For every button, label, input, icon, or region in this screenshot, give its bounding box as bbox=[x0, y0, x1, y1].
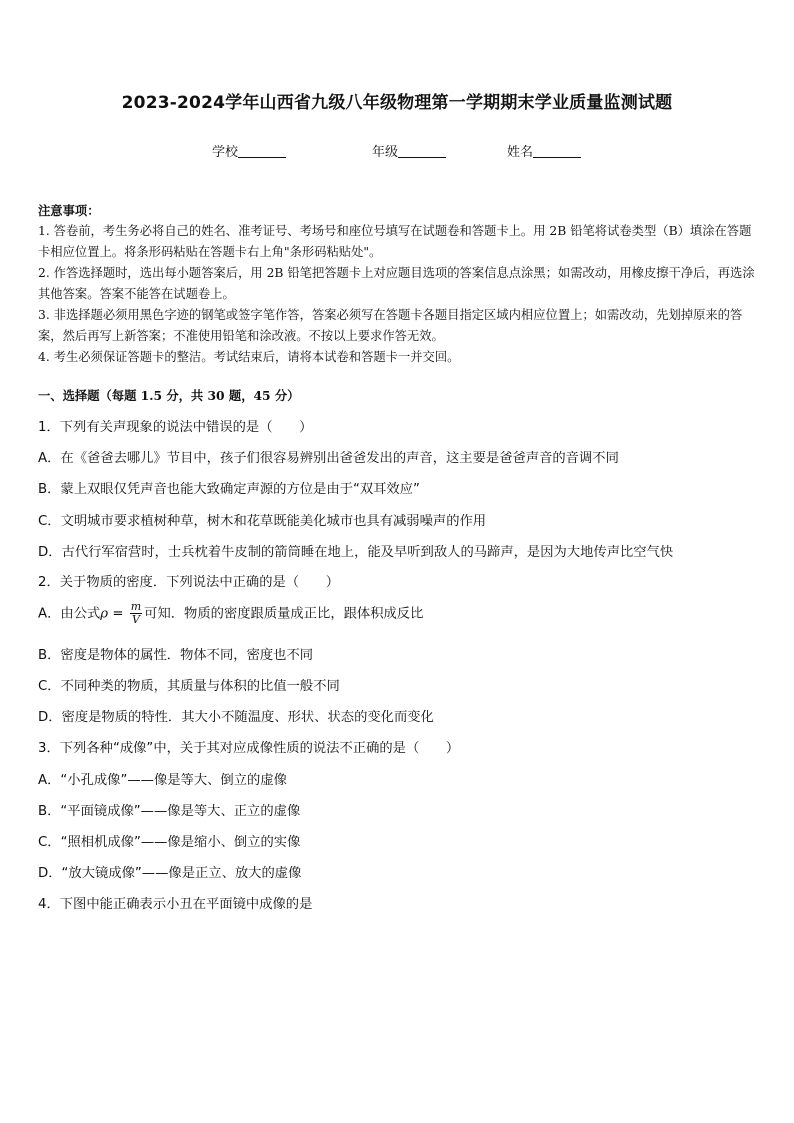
q1-option-d: D．古代行军宿营时，士兵枕着牛皮制的箭筒睡在地上，能及早听到敌人的马蹄声，是因为大地传声比空气快 bbox=[38, 545, 674, 560]
notes-block bbox=[38, 200, 758, 368]
q2-option-a bbox=[38, 601, 423, 626]
q4-stem: 4．下图中能正确表示小丑在平面镜中成像的是 bbox=[38, 897, 313, 912]
school-field bbox=[212, 141, 286, 160]
page-title: 2023-2024学年山西省九级八年级物理第一学期期末学业质量监测试题 bbox=[121, 93, 673, 113]
section-title: 一、选择题（每题 1.5 分，共 30 题，45 分） bbox=[38, 388, 300, 403]
name-blank bbox=[533, 145, 581, 158]
fraction-numerator: m bbox=[130, 600, 142, 613]
q1-option-c: C．文明城市要求植树种草，树木和花草既能美化城市也具有减弱噪声的作用 bbox=[38, 514, 487, 529]
density-symbol: ρ bbox=[100, 606, 109, 622]
q2-a-prefix: A．由公式 bbox=[38, 606, 101, 622]
notes-heading: 注意事项： bbox=[38, 203, 100, 218]
name-field bbox=[507, 141, 581, 160]
note-item-2: 2. 作答选择题时，选出每小题答案后，用 2B 铅笔把答题卡上对应题目选项的答案信息点涂黑；如需改动，用橡皮擦干净后，再选涂其他答案。答案不能答在试题卷上。 bbox=[38, 266, 755, 301]
q3-option-d: D．“放大镜成像”——像是正立、放大的虚像 bbox=[38, 866, 302, 881]
q2-stem: 2．关于物质的密度．下列说法中正确的是（ ） bbox=[38, 575, 339, 590]
grade-field bbox=[372, 141, 446, 160]
q2-option-c: C．不同种类的物质，其质量与体积的比值一般不同 bbox=[38, 679, 340, 694]
q2-option-b: B．密度是物体的属性．物体不同，密度也不同 bbox=[38, 648, 314, 663]
fraction-denominator: V bbox=[131, 613, 140, 626]
q3-stem: 3．下列各种“成像”中，关于其对应成像性质的说法不正确的是（ ） bbox=[38, 741, 460, 756]
grade-blank bbox=[398, 145, 446, 158]
density-formula-fraction bbox=[130, 601, 142, 626]
q2-a-suffix: 可知．物质的密度跟质量成正比，跟体积成反比 bbox=[144, 606, 424, 622]
note-item-1: 1. 答卷前，考生务必将自己的姓名、准考证号、考场号和座位号填写在试题卷和答题卡上。用 2B 铅笔将试卷类型（B）填涂在答题卡相应位置上。将条形码粘贴在答题卡右上角"条形码粘贴处"。 bbox=[38, 224, 752, 259]
q3-option-c: C．“照相机成像”——像是缩小、倒立的实像 bbox=[38, 835, 301, 850]
q1-option-b: B．蒙上双眼仅凭声音也能大致确定声源的方位是由于“双耳效应” bbox=[38, 482, 420, 497]
q2-option-d: D．密度是物质的特性．其大小不随温度、形状、状态的变化而变化 bbox=[38, 710, 434, 725]
grade-label: 年级 bbox=[372, 145, 399, 160]
equals-sign: = bbox=[108, 606, 128, 622]
q3-option-a: A．“小孔成像”——像是等大、倒立的虚像 bbox=[38, 773, 287, 788]
school-blank bbox=[238, 145, 286, 158]
note-item-4: 4. 考生必须保证答题卡的整洁。考试结束后，请将本试卷和答题卡一并交回。 bbox=[38, 350, 460, 364]
q3-option-b: B．“平面镜成像”——像是等大、正立的虚像 bbox=[38, 804, 301, 819]
q1-stem: 1．下列有关声现象的说法中错误的是（ ） bbox=[38, 420, 313, 435]
note-item-3: 3. 非选择题必须用黑色字迹的钢笔或签字笔作答，答案必须写在答题卡各题目指定区域内相应位置上；如需改动，先划掉原来的答案，然后再写上新答案；不准使用铅笔和涂改液。不按以上要求作答无效。 bbox=[38, 308, 743, 343]
name-label: 姓名 bbox=[507, 145, 534, 160]
q1-option-a: A．在《爸爸去哪儿》节目中，孩子们很容易辨别出爸爸发出的声音，这主要是爸爸声音的音调不同 bbox=[38, 451, 619, 466]
school-label: 学校 bbox=[212, 145, 239, 160]
